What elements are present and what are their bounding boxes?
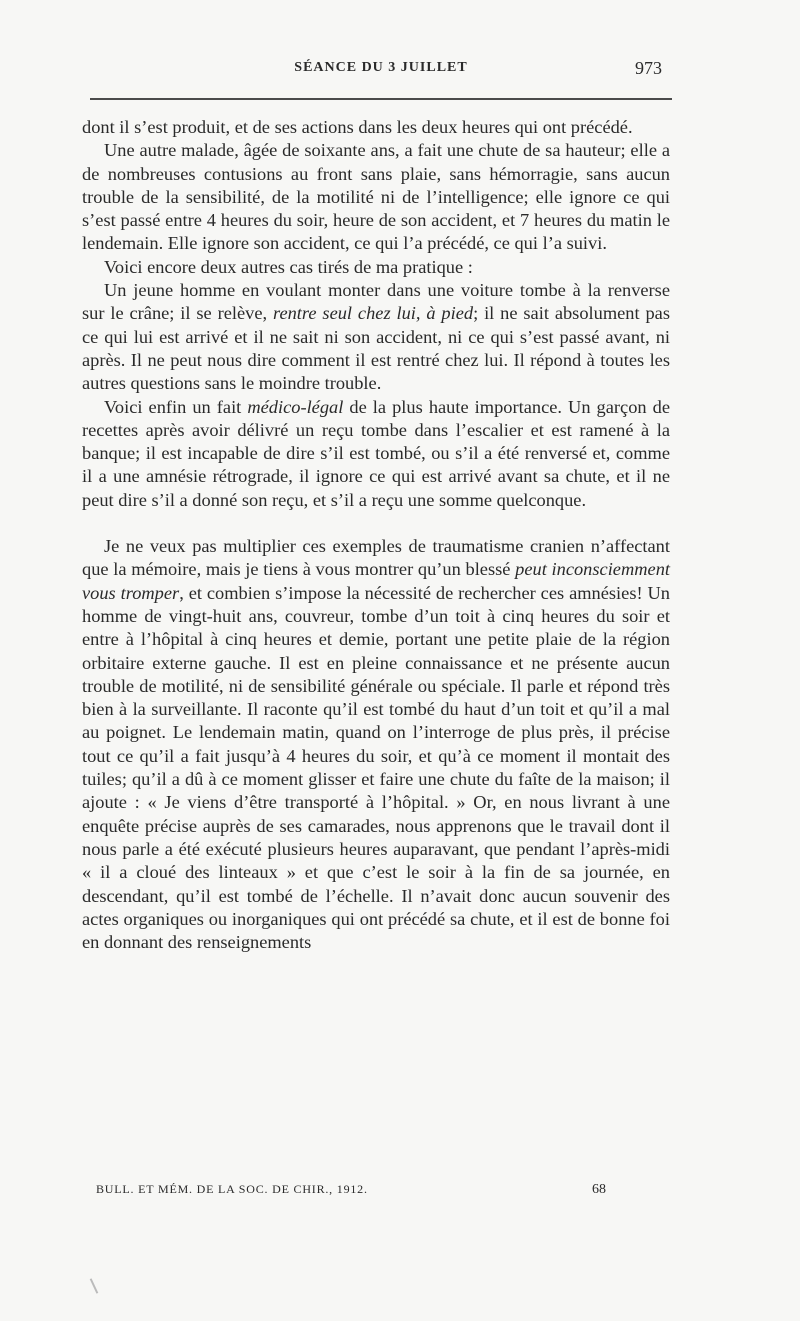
paragraph-4-text-a: Un jeune homme en voulant monter dans une voiture tombe à la renverse sur le crâne; il se relève, bbox=[82, 280, 670, 324]
body-text bbox=[82, 116, 670, 954]
paragraph-3: Voici encore deux autres cas tirés de ma pratique : bbox=[104, 256, 473, 277]
header-rule bbox=[90, 98, 672, 100]
paragraph-4-italic: rentre seul chez lui, à pied bbox=[272, 303, 474, 324]
paragraph-6 bbox=[82, 535, 670, 954]
paragraph-4-text-b: ; il ne sait absolument pas ce qui lui est arrivé et il ne sait ni son accident, ni ce qui s’est passé avant, ni après. Il ne peut nous dire comment il est rentré chez lui. Il répond à toutes les autres questions sans le moindre trouble. bbox=[82, 303, 670, 394]
paragraph-6-text-b: , et combien s’impose la nécessité de rechercher ces amnésies! Un homme de vingt-huit ans, couvreur, tombe d’un toit à cinq heures du soir et entre à l’hôpital à cinq heures et demie, portant une petite plaie de la région orbitaire externe gauche. Il est en pleine connaissance et ne présente aucun trouble de motilité, ni de sensibilité générale ou spéciale. Il parle et répond très bien à la surveillante. Il raconte qu’il est tombé du haut d’un toit et qu’il a mal au poignet. Le lendemain matin, quand on l’interroge de plus près, il précise tout ce qu’il a fait jusqu’à 4 heures du soir, et qu’à ce moment il montait des tuiles; qu’il a dû à ce moment glisser et faire une chute du faîte de la maison; il ajoute : « Je viens d’être transporté à l’hôpital. » Or, en nous livrant à une enquête précise auprès de ses camarades, nous apprenons que le travail dont il nous parle a été exécuté plusieurs heures auparavant, que pendant l’après-midi « il a cloué des linteaux » et que c’est le soir à la fin de sa journée, en descendant, qu’il est tombé de l’échelle. Il n’avait donc aucun souvenir des actes organiques ou inorganiques qui ont précédé sa chute, et il est de bonne foi en donnant des renseignements bbox=[82, 582, 670, 953]
paragraph-1: dont il s’est produit, et de ses actions dans les deux heures qui ont précédé. bbox=[82, 117, 633, 137]
page-header bbox=[90, 56, 672, 86]
paragraph-6-italic: peut inconsciemment vous tromper bbox=[82, 559, 670, 603]
page-footer bbox=[96, 1182, 656, 1202]
paragraph-6-text-a: Je ne veux pas multiplier ces exemples de traumatisme cranien n’affectant que la mémoire, mais je tiens à vous montrer qu’un blessé bbox=[82, 536, 670, 580]
paragraph-4 bbox=[82, 279, 670, 395]
running-title: SÉANCE DU 3 JUILLET bbox=[294, 60, 468, 75]
paragraph-gap bbox=[82, 512, 670, 535]
paragraph-5 bbox=[82, 396, 670, 512]
journal-reference: BULL. ET MÉM. DE LA SOC. DE CHIR., 1912. bbox=[96, 1182, 368, 1196]
paragraph-5-italic: médico-légal bbox=[247, 396, 344, 417]
paragraph-2: Une autre malade, âgée de soixante ans, a fait une chute de sa hauteur; elle a de nombreuses contusions au front sans plaie, sans hémorragie, sans aucun trouble de la sensibilité, de la motilité ni de l’intelligence; elle ignore ce qui s’est passé entre 4 heures du soir, heure de son accident, et 7 heures du matin le lendemain. Elle ignore son accident, ce qui l’a précédé, ce qui l’a suivi. bbox=[82, 140, 670, 254]
signature-mark: 68 bbox=[592, 1182, 606, 1197]
paragraph-5-text-a: Voici enfin un fait bbox=[104, 396, 248, 417]
stray-ink-mark bbox=[90, 1278, 99, 1293]
page-number: 973 bbox=[635, 58, 662, 78]
paragraph-5-text-b: de la plus haute importance. Un garçon de recettes après avoir délivré un reçu tombe dans l’escalier et est ramené à la banque; il est incapable de dire s’il est tombé, ou s’il a été renversé et, comme il a une amnésie rétrograde, il ignore ce qui est arrivé avant sa chute, et il ne peut dire s’il a donné son reçu, et s’il a reçu une somme quelconque. bbox=[82, 396, 670, 510]
